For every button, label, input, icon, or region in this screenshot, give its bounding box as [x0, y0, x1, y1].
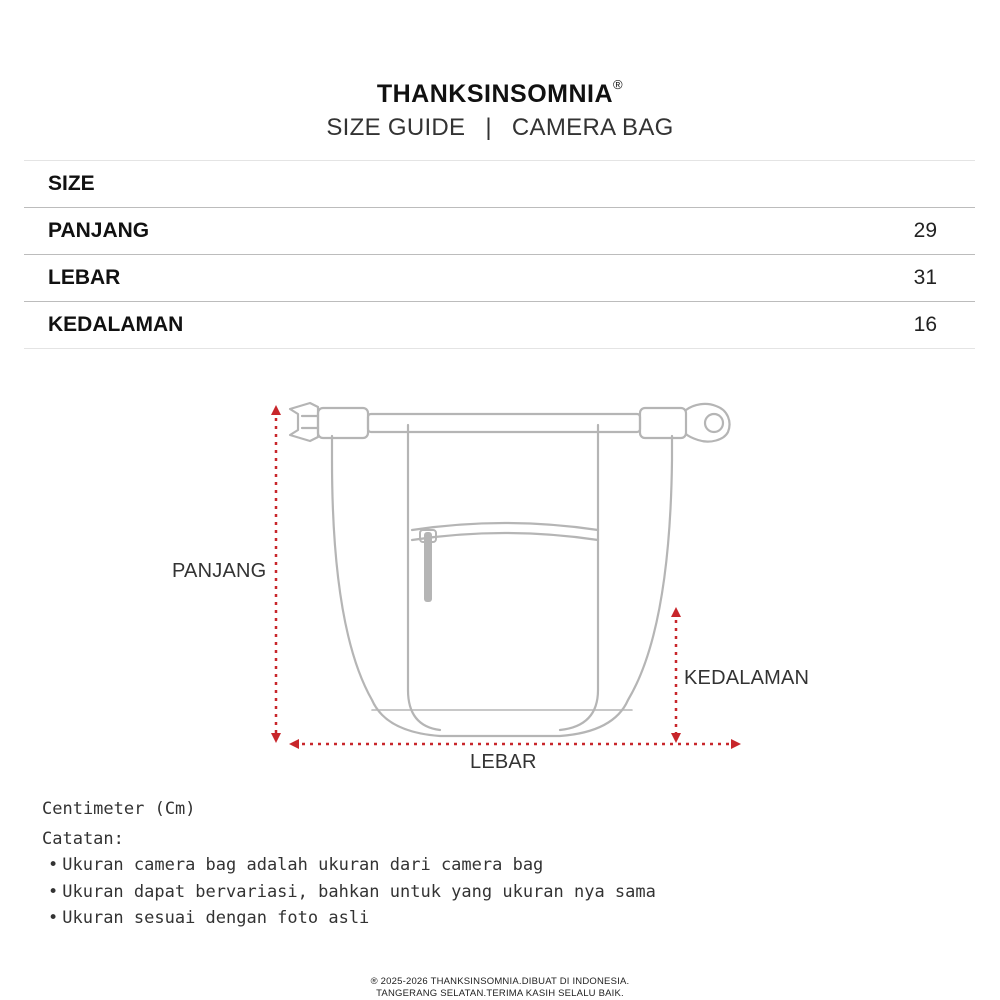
panjang-label: PANJANG	[172, 560, 267, 582]
right-strap-loop	[640, 408, 686, 438]
left-buckle-icon	[290, 403, 318, 441]
list-item	[42, 879, 942, 906]
bag-seam-right	[560, 425, 598, 730]
size-table-header	[24, 161, 975, 208]
registered-mark: ®	[613, 76, 624, 92]
pocket-zipper	[412, 523, 598, 530]
table-row	[24, 302, 975, 349]
notes-heading: Catatan:	[42, 828, 124, 849]
left-strap-loop	[318, 408, 368, 438]
bag-body-outer	[332, 436, 672, 736]
size-row-label: LEBAR	[48, 266, 121, 289]
subtitle-separator: |	[485, 114, 492, 141]
footer-line-1: ® 2025-2026 THANKSINSOMNIA.DIBUAT DI INDONESIA.	[370, 976, 630, 987]
table-row	[24, 255, 975, 302]
size-row-label: KEDALAMAN	[48, 313, 184, 336]
bullet-icon: •	[48, 855, 59, 875]
note-text: Ukuran sesuai dengan foto asli	[62, 908, 370, 928]
page-subtitle	[0, 114, 1000, 142]
lebar-label: LEBAR	[470, 751, 537, 773]
bag-diagram	[0, 380, 1000, 780]
brand-title	[0, 76, 1000, 109]
unit-note: Centimeter (Cm)	[42, 799, 196, 819]
note-text: Ukuran camera bag adalah ukuran dari camera bag	[62, 855, 544, 875]
bullet-icon: •	[48, 881, 59, 902]
brand-name: THANKSINSOMNIA	[376, 80, 614, 108]
bullet-icon: •	[48, 908, 59, 928]
footer-line-2: TANGERANG SELATAN.TERIMA KASIH SELALU BAIK.	[376, 988, 624, 999]
kedalaman-label: KEDALAMAN	[684, 667, 810, 689]
size-table	[24, 160, 975, 349]
list-item	[42, 905, 942, 932]
subtitle-size-guide: SIZE GUIDE	[326, 114, 466, 141]
size-row-label: PANJANG	[48, 219, 150, 242]
footer	[0, 976, 1000, 1000]
size-row-value: 29	[913, 219, 937, 242]
size-row-value: 16	[913, 313, 937, 336]
notes-section	[42, 796, 942, 932]
subtitle-camera-bag: CAMERA BAG	[511, 114, 674, 141]
size-header-label: SIZE	[48, 172, 95, 195]
note-text: Ukuran dapat bervariasi, bahkan untuk yang ukuran nya sama	[62, 881, 656, 902]
size-row-value: 31	[913, 266, 937, 289]
table-row	[24, 208, 975, 255]
bag-outline	[290, 403, 730, 736]
camera-bag-illustration	[0, 380, 1000, 780]
list-item	[42, 852, 942, 879]
